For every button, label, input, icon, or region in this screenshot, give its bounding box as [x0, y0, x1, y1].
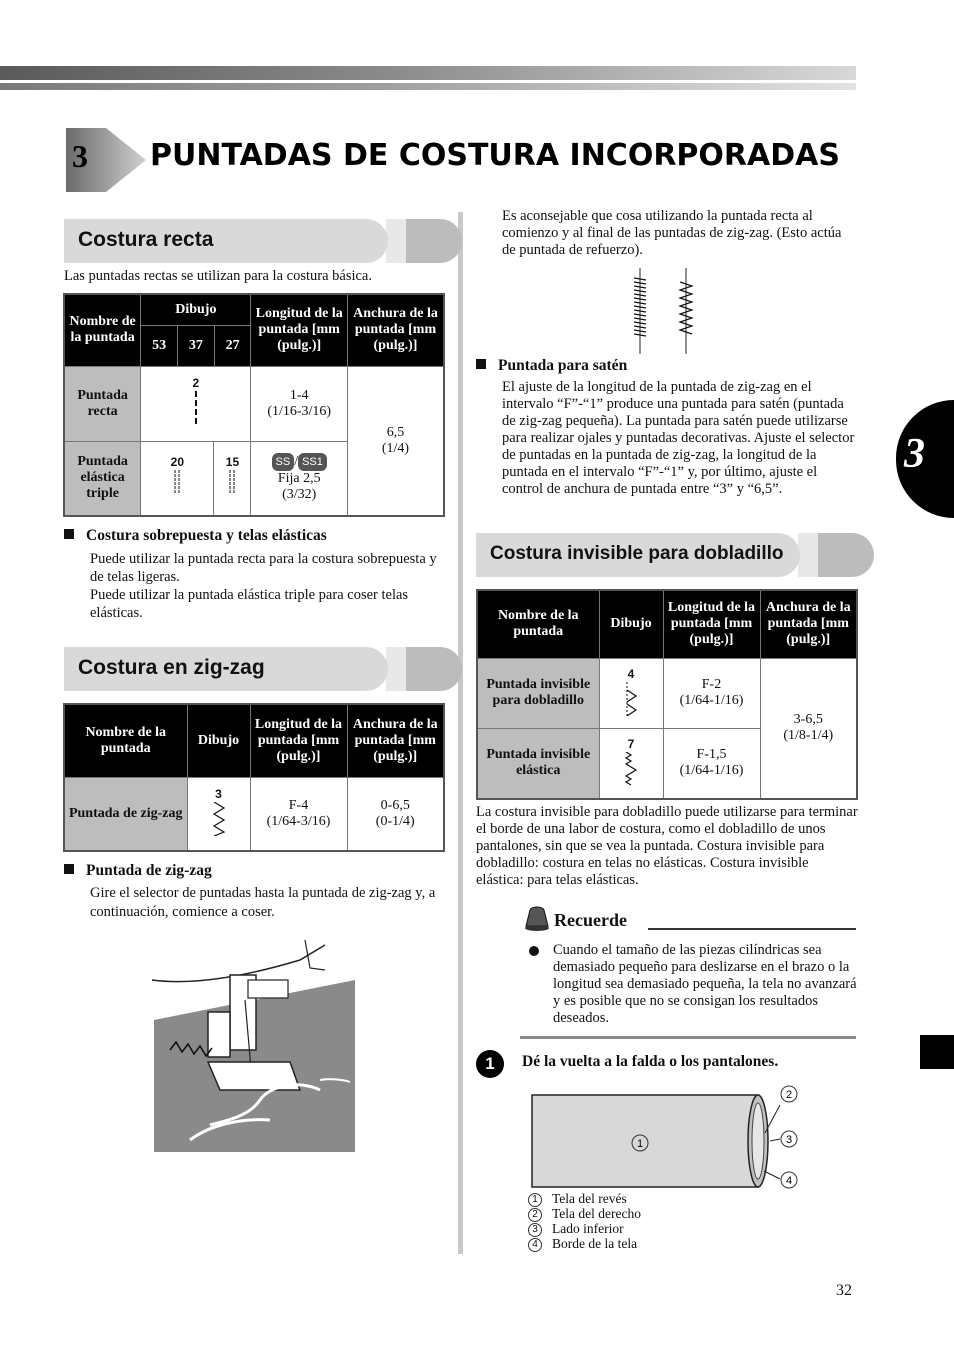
th-width: Anchura de la puntada [mm (pulg.)] — [347, 294, 444, 366]
width-inch: (1/8-1/4) — [783, 728, 834, 744]
stitch-number: 4 — [627, 666, 635, 681]
th-dibujo: Dibujo — [599, 590, 663, 658]
bullet-sobrepuesta-text1: Puede utilizar la puntada recta para la costura sobrepuesta y de telas ligeras. — [90, 551, 437, 585]
bullet-title: Puntada de zig-zag — [86, 862, 212, 879]
invisible-table — [476, 589, 858, 800]
th-name: Nombre de la puntada — [64, 294, 141, 366]
cell-length-invisible — [663, 658, 760, 728]
sewing-machine-illustration — [150, 940, 360, 1155]
straight-stitch-icon — [192, 391, 200, 427]
legend-number: 3 — [528, 1223, 542, 1237]
section-header-zigzag — [64, 647, 442, 691]
zigzag-stitch-icon — [212, 802, 226, 836]
legend-number: 4 — [528, 1238, 542, 1252]
legend-label: Borde de la tela — [552, 1236, 638, 1251]
cell-dibujo-zigzag — [187, 777, 250, 851]
th-dibujo: Dibujo — [187, 704, 250, 777]
stitch-number: 2 — [192, 376, 200, 390]
th-name: Nombre de la puntada — [477, 590, 599, 658]
legend-label: Tela del revés — [552, 1191, 627, 1206]
recta-table — [63, 293, 445, 517]
step-text: Dé la vuelta a la falda o los pantalones. — [522, 1053, 779, 1070]
header-gradient-bar — [0, 66, 856, 80]
th-dibujo: Dibujo — [141, 294, 251, 325]
stitch-number: 3 — [215, 787, 222, 802]
callout-3: 3 — [785, 1134, 793, 1146]
row-name-recta: Puntada recta — [64, 366, 141, 441]
section-title: Costura recta — [78, 228, 214, 251]
length-value: 1-4 — [289, 387, 309, 403]
triple-stitch-icon — [227, 470, 237, 494]
th-length: Longitud de la puntada [mm (pulg.)] — [250, 704, 347, 777]
section-header-costura-recta — [64, 219, 442, 263]
length-inch: (1/64-1/16) — [679, 693, 744, 708]
side-tab-number: 3 — [904, 431, 925, 477]
ss-badge: SS — [272, 453, 295, 471]
saten-text: El ajuste de la longitud de la puntada de zig-zag en el intervalo “F”-“1” produce una puntada para satén (puntada de zig-zag pequeña). La puntada para satén puede utilizarse para realizar ojales y puntadas decorativas. Ajuste el selector de puntadas en la puntada de zig-zag, la longitud de la puntada en el intervalo “F”-“1” y, por último, ajuste el control de anchura de puntada entre “3” y “6,5”. — [502, 379, 855, 497]
section-title: Costura invisible para dobladillo — [490, 543, 784, 564]
width-inch: (0-1/4) — [375, 813, 415, 829]
cell-dibujo-recta — [141, 366, 251, 441]
legend-item-2 — [528, 1206, 641, 1222]
cell-length-triple — [251, 441, 348, 516]
blind-hem-stitch-icon — [623, 682, 639, 716]
cell-length-invisible-elastica — [663, 728, 760, 799]
note-title: Recuerde — [554, 910, 627, 930]
fabric-tube-illustration — [528, 1085, 828, 1195]
width-value: 0-6,5 — [380, 797, 410, 813]
length-inch: (3/32) — [282, 487, 317, 503]
cell-dibujo-invisible-elastica — [599, 728, 663, 799]
legend-number: 1 — [528, 1193, 542, 1207]
cell-width-invisible — [760, 658, 857, 799]
note-bullet — [529, 946, 539, 956]
legend-item-1 — [528, 1191, 627, 1207]
bullet-sobrepuesta-text2: Puede utilizar la puntada elástica triple para coser telas elásticas. — [90, 587, 409, 621]
row-name-zigzag: Puntada de zig-zag — [64, 777, 187, 851]
cell-width-zigzag — [347, 777, 444, 851]
th-width: Anchura de la puntada [mm (pulg.)] — [347, 704, 444, 777]
bullet-zigzag — [64, 862, 212, 880]
th-length: Longitud de la puntada [mm (pulg.)] — [251, 294, 348, 366]
cell-width-recta — [347, 366, 444, 516]
callout-4: 4 — [785, 1175, 793, 1187]
side-marker-block — [920, 1035, 954, 1069]
length-inch: (1/16-3/16) — [267, 403, 332, 419]
legend-label: Tela del derecho — [552, 1206, 642, 1221]
th-width: Anchura de la puntada [mm (pulg.)] — [760, 590, 857, 658]
column-divider — [458, 212, 463, 1254]
stitch-number: 7 — [627, 736, 635, 751]
note-bottom-rule — [520, 1036, 856, 1039]
page-number: 32 — [836, 1282, 852, 1299]
ss-slash: / — [294, 454, 299, 470]
legend-number: 2 — [528, 1208, 542, 1222]
zigzag-table — [63, 703, 445, 852]
note-text: Cuando el tamaño de las piezas cilíndricas sea demasiado pequeño para deslizarse en el brazo o la longitud sea demasiado pequeña, la tela no avanzará y es posible que no se consigan los resultados deseados. — [553, 942, 857, 1026]
ss1-badge: SS1 — [298, 453, 327, 471]
stitch-sample-illustration — [622, 268, 702, 354]
length-value: F-1,5 — [696, 747, 727, 763]
legend-item-3 — [528, 1221, 624, 1237]
th-model-27: 27 — [214, 325, 251, 366]
bullet-zigzag-text: Gire el selector de puntadas hasta la puntada de zig-zag y, a continuación, comience a coser. — [90, 885, 436, 920]
cell-dibujo-triple — [141, 441, 251, 516]
width-inch: (1/4) — [381, 440, 410, 456]
note-bell-icon — [520, 904, 552, 934]
refuerzo-intro: Es aconsejable que cosa utilizando la puntada recta al comienzo y al final de las puntadas de zig-zag. (Esto actúa de puntada de refuerzo). — [502, 208, 842, 258]
callout-2: 2 — [785, 1089, 793, 1101]
chapter-title: PUNTADAS DE COSTURA INCORPORADAS — [150, 138, 840, 173]
stitch-number-b: 15 — [225, 454, 240, 469]
th-name: Nombre de la puntada — [64, 704, 187, 777]
row-name-triple: Puntada elástica triple — [64, 441, 141, 516]
th-model-37: 37 — [177, 325, 214, 366]
th-model-53: 53 — [141, 325, 178, 366]
elastic-blind-stitch-icon — [623, 752, 639, 786]
chapter-side-tab — [896, 400, 954, 518]
row-name-invisible-elastica: Puntada invisible elástica — [477, 728, 599, 799]
bullet-saten — [476, 357, 627, 375]
bullet-title: Puntada para satén — [498, 357, 628, 374]
stitch-number-a: 20 — [170, 454, 184, 469]
th-length: Longitud de la puntada [mm (pulg.)] — [663, 590, 760, 658]
legend-label: Lado inferior — [552, 1221, 624, 1236]
header-gradient-bar-thin — [0, 83, 856, 90]
legend-item-4 — [528, 1236, 637, 1252]
length-inch: (1/64-3/16) — [266, 813, 331, 829]
bullet-title: Costura sobrepuesta y telas elásticas — [86, 527, 327, 544]
width-value: 6,5 — [386, 424, 405, 440]
width-value: 3-6,5 — [793, 712, 823, 728]
section-title: Costura en zig-zag — [78, 656, 265, 679]
callout-1: 1 — [636, 1138, 644, 1150]
bullet-sobrepuesta — [64, 527, 327, 545]
length-inch: (1/64-1/16) — [679, 763, 744, 779]
note-title-rule — [648, 928, 856, 930]
length-value: F-4 — [288, 797, 309, 813]
invisible-text: La costura invisible para dobladillo puede utilizarse para terminar el borde de una labor de costura, como el dobladillo de unos pantalones, sin que se vea la puntada. Costura invisible para dobladillo: costura en telas no elásticas. Costura invisible elástica: para telas elásticas. — [476, 804, 858, 888]
step-number-badge: 1 — [476, 1050, 504, 1078]
section-header-invisible — [476, 533, 854, 577]
cell-length-recta — [251, 366, 348, 441]
row-name-invisible: Puntada invisible para dobladillo — [477, 658, 599, 728]
recta-intro: Las puntadas rectas se utilizan para la costura básica. — [64, 268, 372, 284]
triple-stitch-icon — [172, 470, 182, 494]
length-value: F-2 — [701, 677, 722, 692]
cell-dibujo-invisible — [599, 658, 663, 728]
length-value: Fija 2,5 — [277, 471, 321, 487]
cell-length-zigzag — [250, 777, 347, 851]
chapter-number: 3 — [72, 138, 88, 174]
